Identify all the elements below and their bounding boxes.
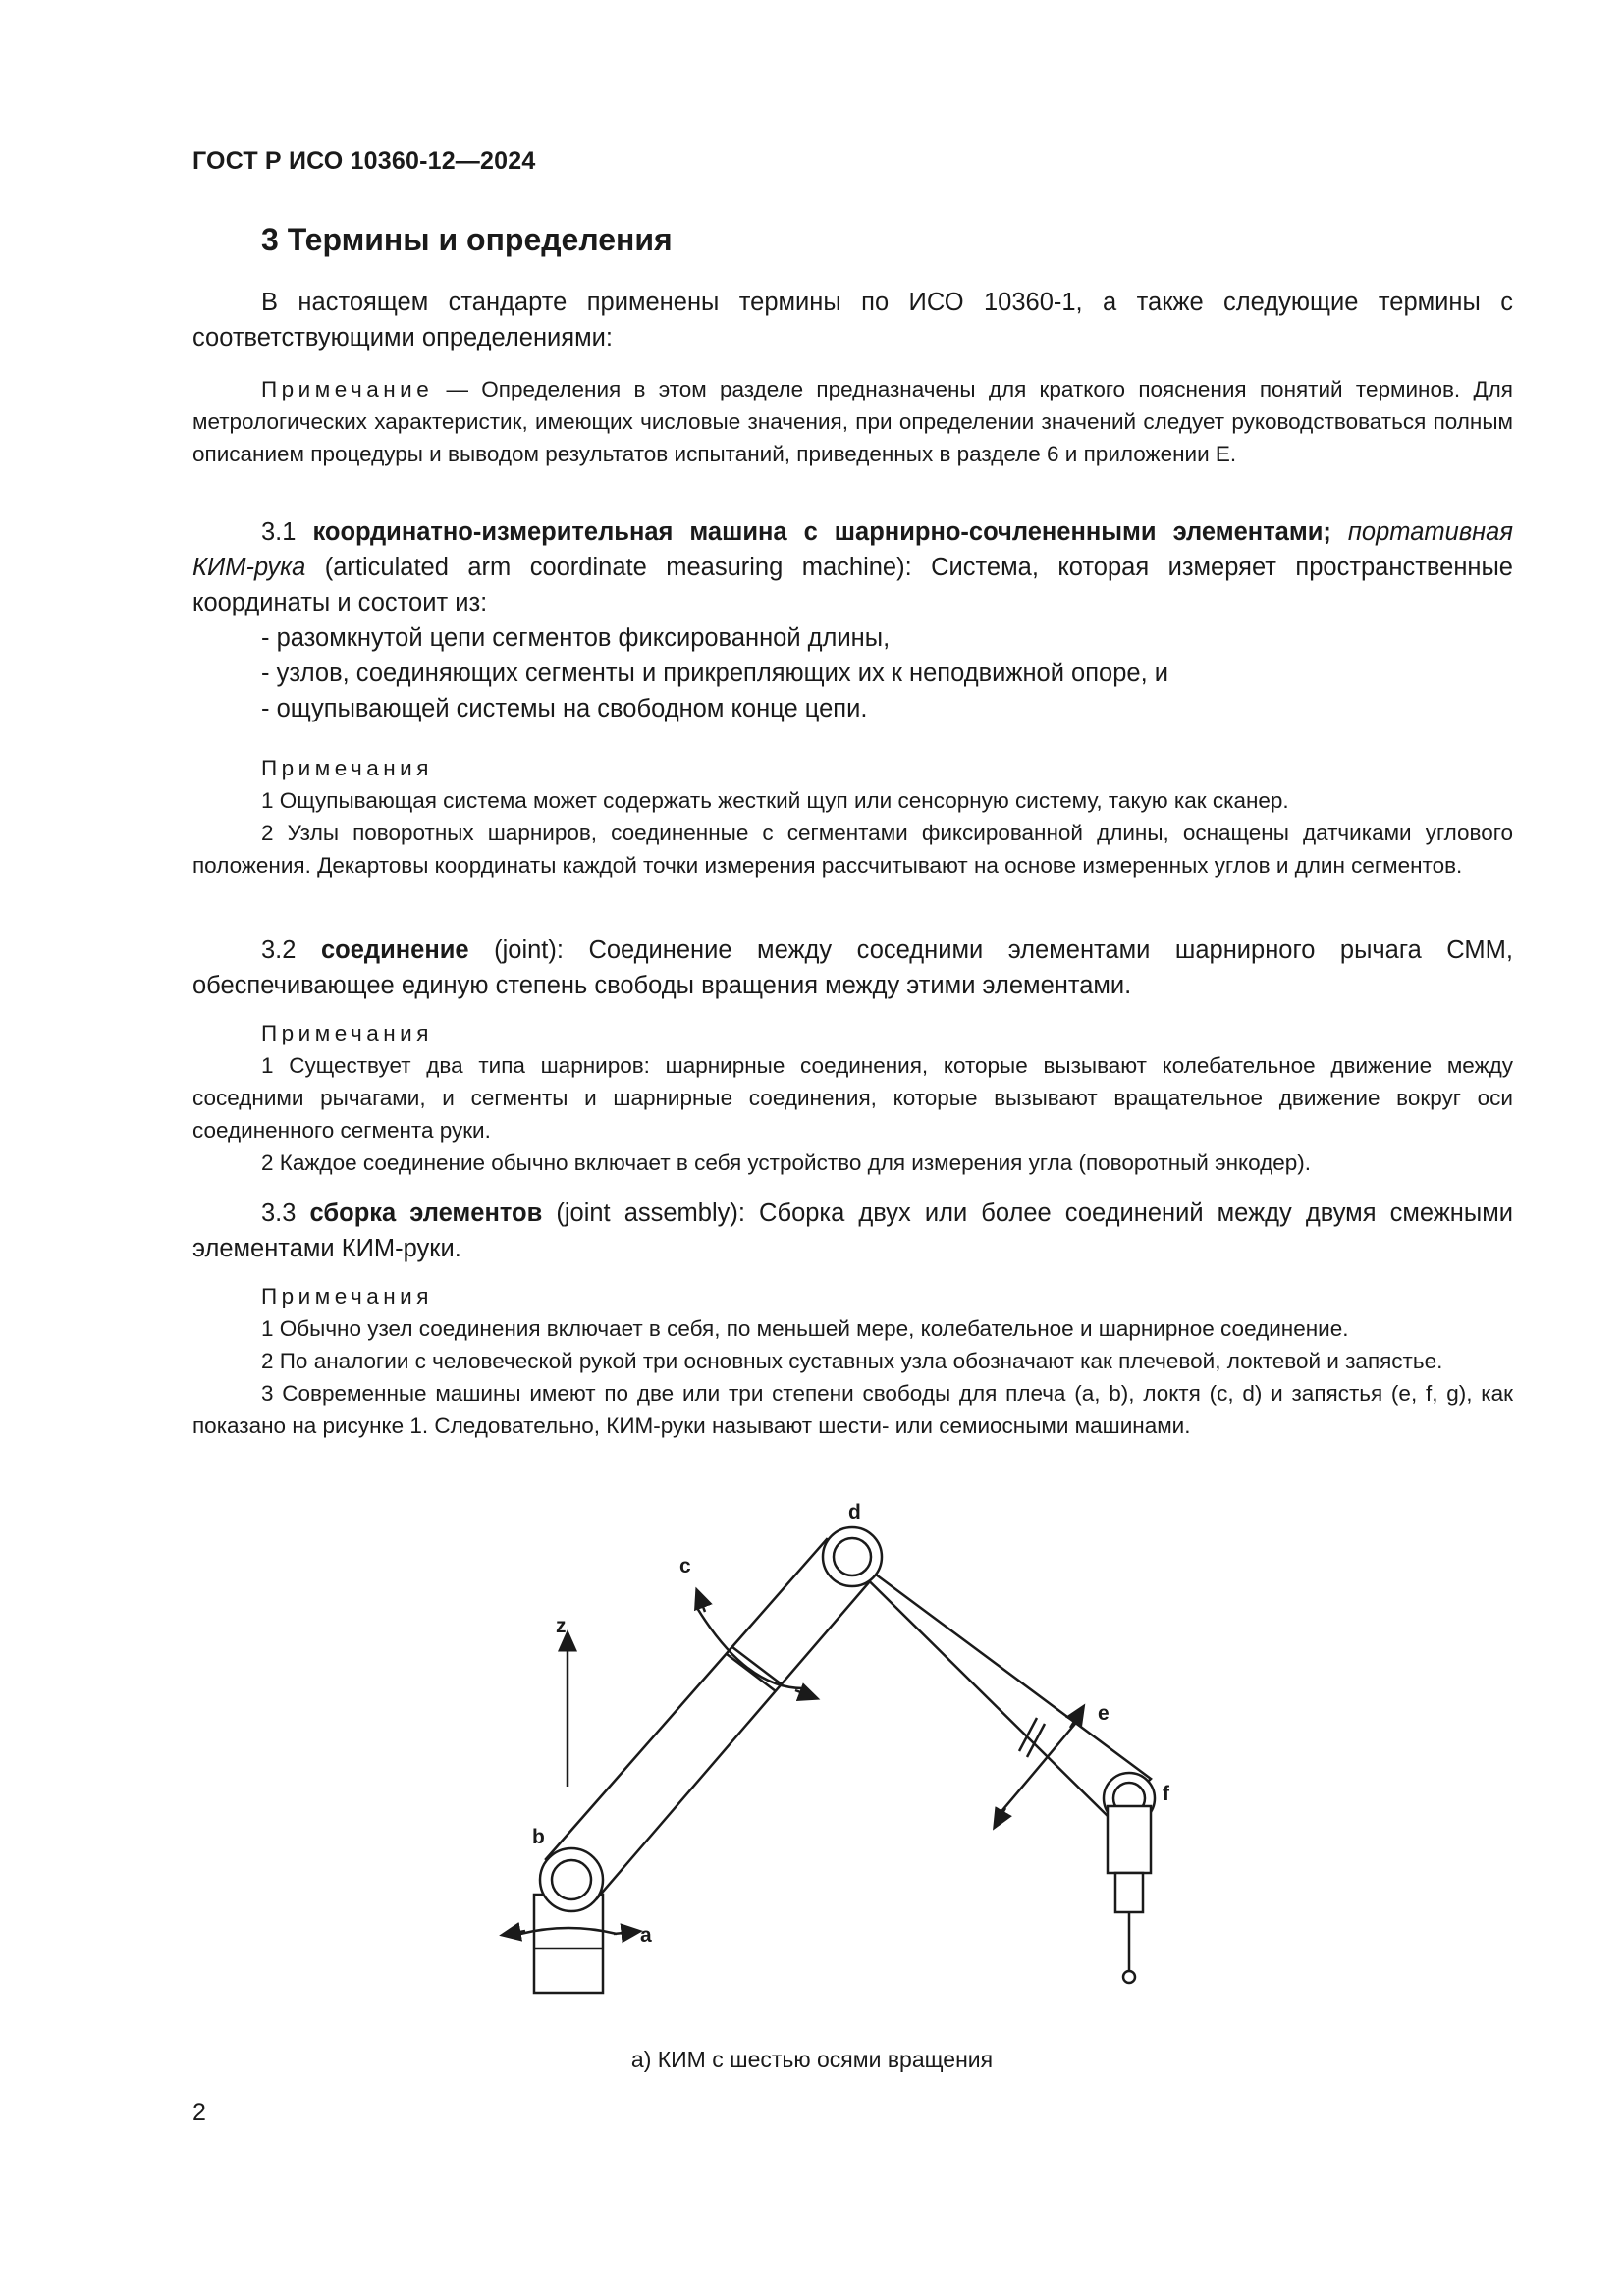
- note-item: 1 Ощупывающая система может содержать жесткий щуп или сенсорную систему, такую как сканер.: [261, 788, 1289, 813]
- probe-tip: [1123, 1971, 1135, 1983]
- forearm-segment: [827, 1539, 1151, 1818]
- term-3-1: [192, 514, 1513, 726]
- figure-caption: а) КИМ с шестью осями вращения: [630, 2047, 994, 2072]
- cmm-arm-figure: [452, 1502, 1257, 2022]
- notes-label: Примечания: [261, 756, 433, 780]
- term-3-2-definition: 3.2 соединение (joint): Соединение между соседними элементами шарнирного рычага СММ, обеспечивающее единую степень свободы вращения между этими элементами.: [192, 936, 1513, 999]
- note-item: 2 Каждое соединение обычно включает в себя устройство для измерения угла (поворотный энкодер).: [261, 1150, 1312, 1175]
- note-label: Примечание: [261, 377, 434, 401]
- list-item: - разомкнутой цепи сегментов фиксированной длины,: [261, 624, 891, 652]
- term-3-3-notes: [192, 1280, 1513, 1442]
- term-3-1-title: координатно-измерительная машина с шарнирно-сочлененными элементами;: [312, 518, 1331, 546]
- document-header: ГОСТ Р ИСО 10360-12—2024: [192, 147, 536, 175]
- term-3-2-notes: [192, 1017, 1513, 1179]
- term-3-1-notes: [192, 752, 1513, 881]
- term-3-1-synonym: портативная КИМ-рука: [192, 518, 1513, 581]
- joint-d: [823, 1527, 882, 1586]
- intro-block: [192, 285, 1513, 355]
- label-e: e: [1098, 1702, 1110, 1725]
- note-item: 2 Узлы поворотных шарниров, соединенные с сегментами фиксированной длины, оснащены датчиками углового положения. Декартовы координаты каждой точки измерения рассчитывают на основе измеренных углов и длин сегментов.: [192, 821, 1513, 878]
- page-number: 2: [192, 2099, 206, 2126]
- list-item: - ощупывающей системы на свободном конце цепи.: [261, 695, 868, 722]
- term-3-3-title: сборка элементов: [309, 1200, 543, 1227]
- list-item: - узлов, соединяющих сегменты и прикрепляющих их к неподвижной опоре, и: [261, 660, 1169, 687]
- term-3-2: [192, 933, 1513, 1003]
- upper-arm-segment: [546, 1539, 876, 1898]
- general-note: [192, 373, 1513, 470]
- intro-paragraph: В настоящем стандарте применены термины по ИСО 10360-1, а также следующие термины с соответствующими определениями:: [192, 289, 1513, 351]
- term-3-3: [192, 1196, 1513, 1266]
- label-d: d: [848, 1502, 861, 1523]
- note-item: 1 Существует два типа шарниров: шарнирные соединения, которые вызывают колебательное движение между соседними рычагами, и сегменты и шарнирные соединения, которые вызывают вращательное движение вокруг оси соединенного сегмента руки.: [192, 1053, 1513, 1143]
- label-f: f: [1163, 1783, 1169, 1805]
- note-item: 2 По аналогии с человеческой рукой три основных суставных узла обозначают как плечевой, локтевой и запястье.: [261, 1349, 1443, 1373]
- term-3-2-title: соединение: [320, 936, 469, 964]
- cmm-arm-diagram: [452, 1502, 1257, 2022]
- term-3-1-definition: 3.1 координатно-измерительная машина с шарнирно-сочлененными элементами; портативная КИМ-рука (articulated arm coordinate measuring machine): Система, которая измеряет пространственные координаты и состоит из:: [192, 518, 1513, 616]
- section-heading: 3 Термины и определения: [261, 222, 673, 257]
- note-item: 3 Современные машины имеют по две или три степени свободы для плеча (a, b), локтя (c, d) и запястья (e, f, g), как показано на рисунке 1. Следовательно, КИМ-руки называют шести- или семиосными машинами.: [192, 1381, 1513, 1438]
- label-z: z: [556, 1615, 567, 1637]
- joint-b: [540, 1848, 603, 1911]
- general-note-text: Примечание — Определения в этом разделе предназначены для краткого пояснения понятий терминов. Для метрологических характеристик, имеющих числовые значения, при определении значений следует руководствоваться полным описанием процедуры и выводом результатов испытаний, приведенных в разделе 6 и приложении Е.: [192, 377, 1513, 466]
- notes-label: Примечания: [261, 1284, 433, 1308]
- probe-body: [1108, 1806, 1151, 1873]
- label-b: b: [532, 1826, 545, 1848]
- label-c: c: [679, 1555, 691, 1577]
- note-item: 1 Обычно узел соединения включает в себя, по меньшей мере, колебательное и шарнирное соединение.: [261, 1316, 1349, 1341]
- label-a: a: [640, 1924, 652, 1947]
- term-3-3-definition: 3.3 сборка элементов (joint assembly): Сборка двух или более соединений между двумя смежными элементами КИМ-руки.: [192, 1200, 1513, 1262]
- notes-label: Примечания: [261, 1021, 433, 1045]
